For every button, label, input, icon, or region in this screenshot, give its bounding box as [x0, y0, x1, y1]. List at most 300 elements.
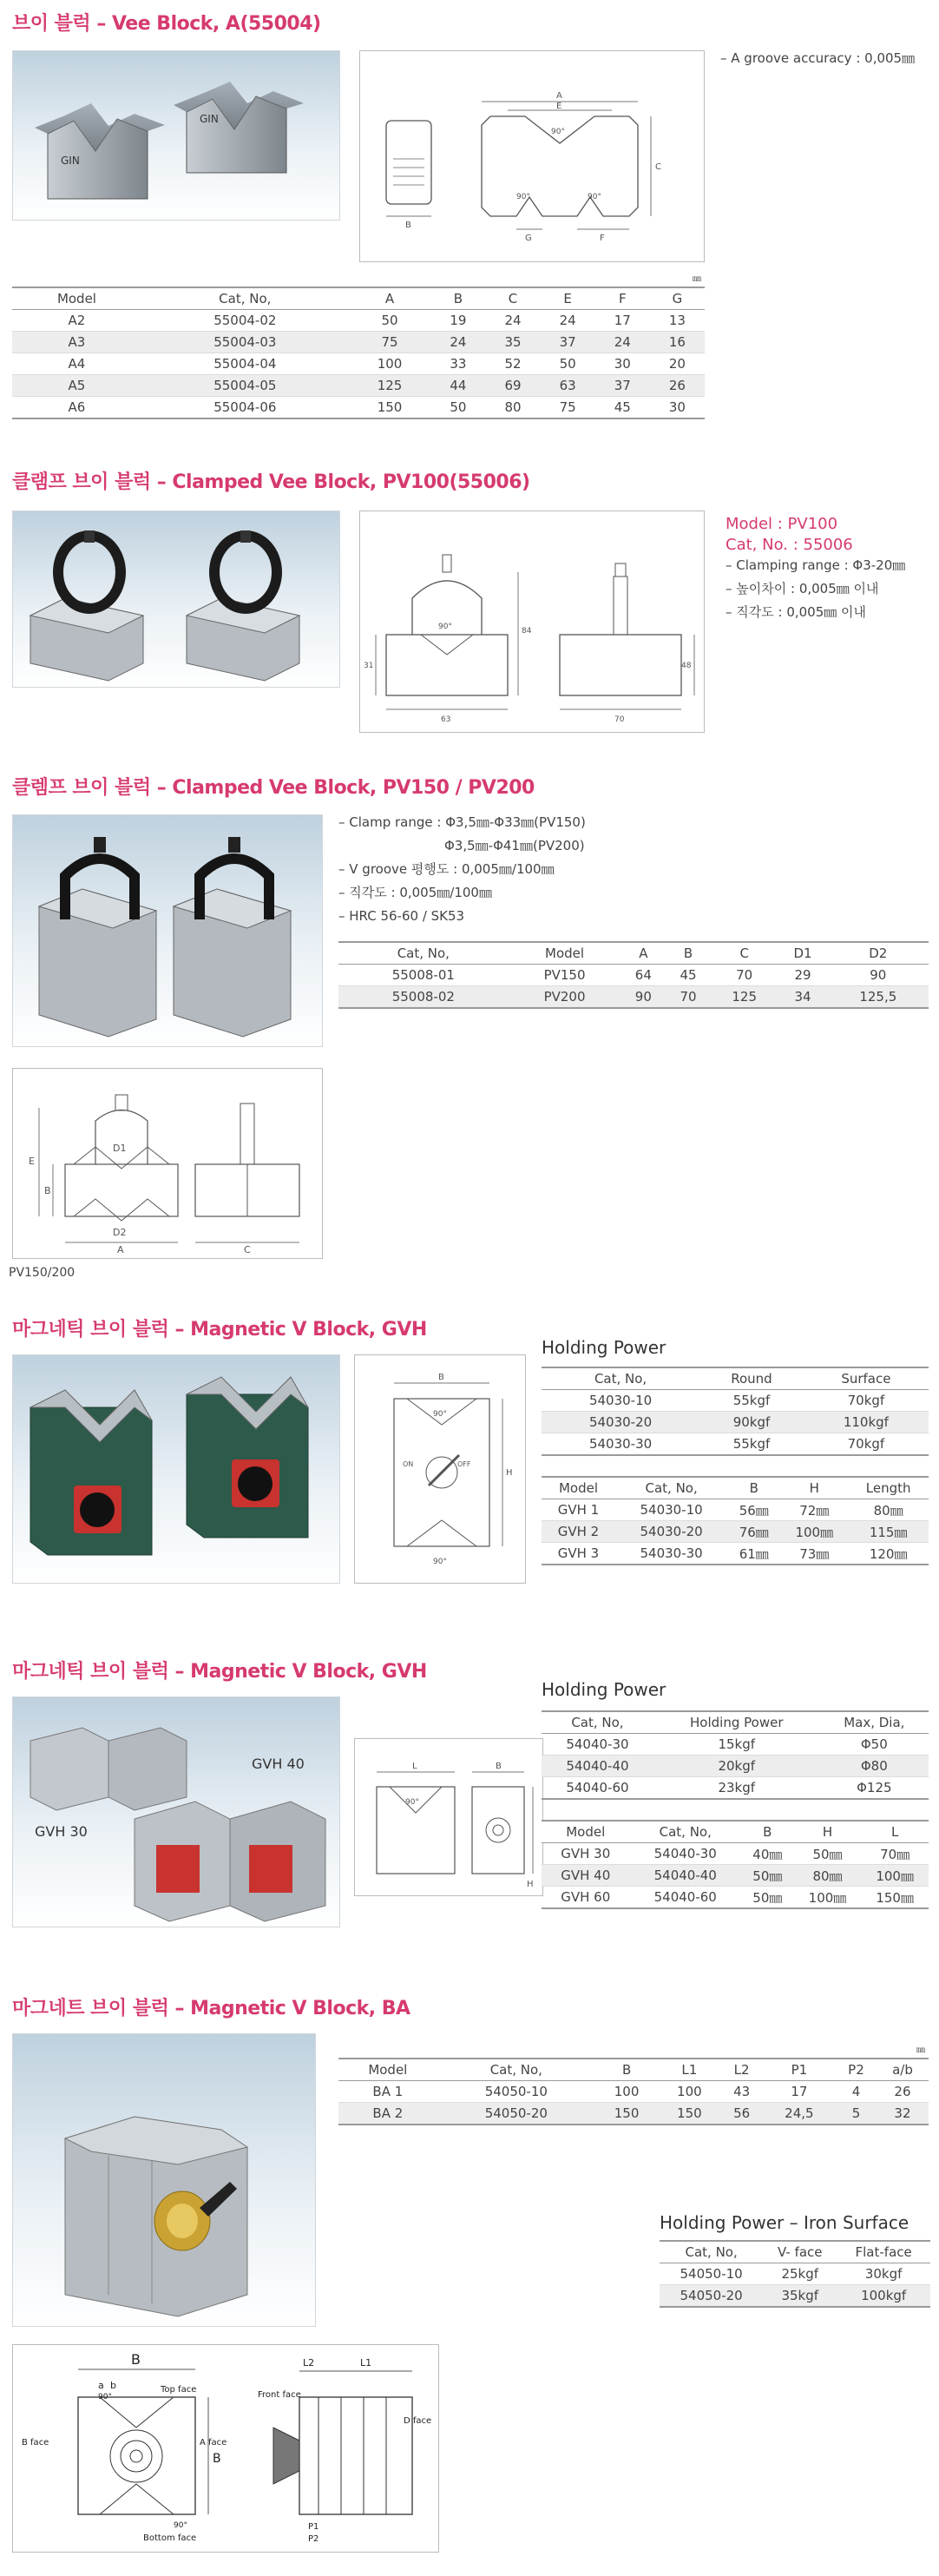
magnetic-gvh-photo [12, 1354, 340, 1584]
section-title-clamped-pv100: 클램프 브이 블럭 – Clamped Vee Block, PV100(55006) [12, 471, 530, 493]
table-cell: 26 [650, 375, 705, 397]
drawing-label: 90° [516, 193, 530, 201]
table-cell: 54050-20 [437, 2103, 595, 2125]
table-cell: 50㎜ [741, 1865, 794, 1887]
table-cell: 54050-20 [660, 2285, 763, 2308]
table-cell: 54030-30 [542, 1433, 699, 1456]
table-header-cell: L1 [658, 2059, 720, 2081]
ba-holding-power-table [660, 2240, 930, 2308]
table-cell: 54030-20 [615, 1521, 727, 1543]
table-cell: 150 [349, 397, 431, 419]
table-row [542, 1543, 929, 1565]
table-cell: 45 [595, 397, 650, 419]
gvh30-blocks [30, 1728, 187, 1810]
table-header-cell: D2 [828, 942, 929, 965]
table-cell: 24 [430, 332, 485, 353]
drawing-label: L [412, 1762, 417, 1771]
table-header-cell: Cat, No, [338, 942, 509, 965]
unit-mark-1: ㎜ [693, 274, 701, 284]
table-header-cell: Surface [804, 1367, 929, 1390]
table-cell: 24 [485, 310, 540, 332]
table-header-cell: B [666, 942, 711, 965]
table-cell: 50 [541, 353, 595, 375]
table-cell: 64 [621, 965, 666, 986]
table-header-cell: Cat, No, [542, 1367, 699, 1390]
table-row [542, 1521, 929, 1543]
drawing-label: 90° [433, 1410, 447, 1419]
table-cell: 70kgf [804, 1433, 929, 1456]
gvh-spec-table [542, 1476, 929, 1565]
table-cell: 76㎜ [727, 1521, 780, 1543]
table-cell: 43 [721, 2081, 763, 2103]
table-cell: 50 [430, 397, 485, 419]
table-cell: 20kgf [653, 1756, 820, 1777]
table-header-cell: B [595, 2059, 658, 2081]
drawing-label: D face [404, 2416, 432, 2426]
table-header-cell: H [794, 1821, 862, 1843]
photo-label-gvh40: GVH 40 [252, 1756, 305, 1772]
section-title-magnetic-ba: 마그네트 브이 블럭 – Magnetic V Block, BA [12, 1998, 410, 2019]
table-header-cell: Cat, No, [660, 2241, 763, 2263]
table-header-cell: Model [12, 287, 141, 310]
table-cell: 150 [658, 2103, 720, 2125]
unit-mark-2: ㎜ [916, 2046, 925, 2055]
gvh-holding-power-title: Holding Power [542, 1337, 666, 1358]
table-header-row [542, 1821, 929, 1843]
drawing-label: H [527, 1880, 534, 1889]
table-header-cell: a/b [877, 2059, 929, 2081]
drawing-label: B [405, 221, 411, 230]
table-header-cell: L [861, 1821, 929, 1843]
table-row [542, 1734, 929, 1756]
vee-block-spec-table [12, 287, 705, 419]
table-header-cell: Model [542, 1821, 629, 1843]
table-cell: 56 [721, 2103, 763, 2125]
drawing-label: 84 [522, 627, 532, 636]
table-cell: 80㎜ [794, 1865, 862, 1887]
table-cell: GVH 40 [542, 1865, 629, 1887]
table-row [12, 310, 705, 332]
table-cell: 32 [877, 2103, 929, 2125]
drawing-label: E [556, 102, 562, 111]
table-cell: 115㎜ [848, 1521, 929, 1543]
table-cell: 75 [349, 332, 431, 353]
pv150-note-clamp-range: – Clamp range : Φ3,5㎜-Φ33㎜(PV150) [338, 814, 586, 830]
table-cell: 5 [836, 2103, 877, 2125]
magnetic-gvh30-drawing [354, 1738, 543, 1896]
table-cell: A5 [12, 375, 141, 397]
drawing-label: OFF [457, 1460, 471, 1468]
table-cell: 70kgf [804, 1390, 929, 1412]
drawing-label: 90° [405, 1798, 419, 1807]
table-cell: 73㎜ [780, 1543, 848, 1565]
drawing-label: B [438, 1373, 444, 1382]
ba-holding-power-title: Holding Power – Iron Surface [660, 2212, 909, 2233]
gvh30-holding-power-title: Holding Power [542, 1679, 666, 1700]
drawing-label: B [213, 2452, 221, 2466]
table-cell: 54040-30 [542, 1734, 653, 1756]
gvh-holding-power-table [542, 1367, 929, 1456]
drawing-label: Front face [258, 2390, 301, 2400]
drawing-label: E [29, 1156, 35, 1167]
table-cell: PV200 [509, 986, 621, 1009]
table-cell: 24 [595, 332, 650, 353]
table-row [12, 332, 705, 353]
vee-block-photo [12, 50, 340, 221]
groove-accuracy-note: – A groove accuracy : 0,005㎜ [720, 50, 916, 66]
table-cell: 55004-03 [141, 332, 349, 353]
table-cell: 70㎜ [861, 1843, 929, 1865]
table-header-row [338, 942, 929, 965]
table-header-cell: G [650, 287, 705, 310]
magnetic-gvh30-photo [12, 1696, 340, 1927]
pv150-drawing [12, 1068, 323, 1259]
table-row [660, 2285, 930, 2308]
table-header-cell: Cat, No, [615, 1477, 727, 1499]
table-header-cell: B [430, 287, 485, 310]
drawing-label: Bottom face [143, 2533, 197, 2543]
table-cell: 55004-06 [141, 397, 349, 419]
table-header-cell: A [349, 287, 431, 310]
clamped-pv100-photo [12, 511, 340, 688]
table-row [542, 1499, 929, 1521]
drawing-label: Top face [161, 2385, 197, 2395]
table-cell: 54040-40 [629, 1865, 741, 1887]
table-row [542, 1390, 929, 1412]
table-cell: 13 [650, 310, 705, 332]
table-row [542, 1865, 929, 1887]
table-cell: 16 [650, 332, 705, 353]
table-cell: 125 [349, 375, 431, 397]
table-header-cell: P2 [836, 2059, 877, 2081]
table-header-row [542, 1711, 929, 1734]
magnetic-gvh-drawing [354, 1354, 526, 1584]
drawing-label: P2 [308, 2534, 319, 2544]
magnet-block-left [30, 1390, 152, 1555]
table-cell: 50㎜ [741, 1887, 794, 1909]
pv150-caption: PV150/200 [9, 1266, 76, 1280]
table-cell: 55004-04 [141, 353, 349, 375]
drawing-label: 90° [433, 1558, 447, 1566]
drawing-label: 90° [438, 623, 452, 631]
table-header-cell: Model [338, 2059, 437, 2081]
table-header-cell: Flat-face [837, 2241, 930, 2263]
table-cell: 70 [711, 965, 778, 986]
table-header-cell: V- face [763, 2241, 837, 2263]
pv150-block-right [174, 837, 291, 1037]
pv100-note-clamping: – Clamping range : Φ3-20㎜ [726, 557, 906, 573]
pv150-note-square: – 직각도 : 0,005㎜/100㎜ [338, 885, 492, 900]
table-cell: 80㎜ [848, 1499, 929, 1521]
table-cell: 56㎜ [727, 1499, 780, 1521]
table-cell: 55004-05 [141, 375, 349, 397]
table-cell: 15kgf [653, 1734, 820, 1756]
drawing-label: D2 [113, 1227, 127, 1238]
table-cell: 52 [485, 353, 540, 375]
table-row [542, 1777, 929, 1800]
table-cell: 55008-02 [338, 986, 509, 1009]
table-cell: 54040-30 [629, 1843, 741, 1865]
table-cell: 54040-40 [542, 1756, 653, 1777]
section-title-magnetic-gvh-1: 마그네틱 브이 블럭 – Magnetic V Block, GVH [12, 1319, 427, 1341]
table-header-cell: Model [509, 942, 621, 965]
table-cell: 125 [711, 986, 778, 1009]
table-header-cell: H [780, 1477, 848, 1499]
drawing-label: 70 [614, 715, 625, 724]
drawing-label: b [110, 2380, 116, 2391]
drawing-label: L1 [360, 2357, 372, 2368]
drawing-label: 90° [551, 128, 565, 136]
table-cell: 100㎜ [794, 1887, 862, 1909]
drawing-label: A [556, 91, 562, 101]
pv150-spec-table [338, 941, 929, 1009]
table-cell: Φ80 [820, 1756, 929, 1777]
vee-block-illustration [13, 51, 339, 220]
table-header-cell: C [485, 287, 540, 310]
table-row [338, 2081, 929, 2103]
table-cell: 30 [650, 397, 705, 419]
pv150-block-left [39, 837, 156, 1037]
drawing-label: 90° [98, 2393, 112, 2401]
table-cell: A2 [12, 310, 141, 332]
table-cell: 70 [666, 986, 711, 1009]
table-cell: 61㎜ [727, 1543, 780, 1565]
table-cell: 150 [595, 2103, 658, 2125]
table-header-cell: B [727, 1477, 780, 1499]
drawing-label: A face [200, 2438, 227, 2448]
table-cell: 90 [621, 986, 666, 1009]
clamped-pv100-drawing [359, 511, 705, 733]
table-cell: A6 [12, 397, 141, 419]
table-header-cell: Max, Dia, [820, 1711, 929, 1734]
drawing-label: L2 [303, 2357, 315, 2368]
drawing-label: 90° [588, 193, 601, 201]
table-cell: 75 [541, 397, 595, 419]
drawing-label: 48 [681, 662, 692, 670]
pv100-note-square: – 직각도 : 0,005㎜ 이내 [726, 604, 867, 620]
table-header-cell: Holding Power [653, 1711, 820, 1734]
drawing-label: A [117, 1244, 124, 1255]
table-cell: 55kgf [699, 1390, 804, 1412]
section-title-magnetic-gvh-2: 마그네틱 브이 블럭 – Magnetic V Block, GVH [12, 1661, 427, 1683]
table-cell: 30 [595, 353, 650, 375]
table-header-cell: E [541, 287, 595, 310]
table-cell: 35kgf [763, 2285, 837, 2308]
drawing-label: C [244, 1244, 251, 1255]
table-cell: 29 [778, 965, 827, 986]
vee-block-drawing [359, 50, 705, 262]
table-header-cell: Cat, No, [141, 287, 349, 310]
clamp-block-left [30, 530, 143, 681]
drawing-label: F [600, 234, 605, 243]
table-cell: 100 [595, 2081, 658, 2103]
table-cell: 55004-02 [141, 310, 349, 332]
table-header-cell: B [741, 1821, 794, 1843]
table-cell: 54030-10 [542, 1390, 699, 1412]
table-cell: 35 [485, 332, 540, 353]
drawing-label: ON [403, 1460, 414, 1468]
magnet-block-right [187, 1377, 308, 1538]
table-row [12, 397, 705, 419]
table-row [660, 2263, 930, 2285]
section-title-vee-block-a: 브이 블럭 – Vee Block, A(55004) [12, 13, 321, 35]
ba-spec-table [338, 2058, 929, 2125]
table-header-cell: A [621, 942, 666, 965]
table-header-cell: Length [848, 1477, 929, 1499]
table-cell: 17 [595, 310, 650, 332]
table-cell: 54050-10 [660, 2263, 763, 2285]
table-row [542, 1412, 929, 1433]
table-header-cell: Cat, No, [629, 1821, 741, 1843]
table-cell: GVH 30 [542, 1843, 629, 1865]
table-header-cell: D1 [778, 942, 827, 965]
table-cell: 26 [877, 2081, 929, 2103]
table-cell: 4 [836, 2081, 877, 2103]
table-cell: 72㎜ [780, 1499, 848, 1521]
table-row [338, 986, 929, 1009]
drawing-label: 31 [364, 662, 374, 670]
table-cell: 69 [485, 375, 540, 397]
table-cell: 63 [541, 375, 595, 397]
table-cell: 37 [595, 375, 650, 397]
magnetic-ba-photo [12, 2033, 316, 2327]
table-header-row [660, 2241, 930, 2263]
table-cell: 44 [430, 375, 485, 397]
table-cell: 55kgf [699, 1433, 804, 1456]
table-cell: 33 [430, 353, 485, 375]
drawing-label: 63 [441, 715, 451, 724]
table-header-row [542, 1367, 929, 1390]
table-cell: Φ125 [820, 1777, 929, 1800]
table-header-cell: Model [542, 1477, 615, 1499]
table-row [542, 1843, 929, 1865]
table-cell: GVH 1 [542, 1499, 615, 1521]
pv100-cat-no: Cat, No. : 55006 [726, 536, 853, 554]
gvh30-holding-power-table [542, 1710, 929, 1800]
table-cell: 120㎜ [848, 1543, 929, 1565]
table-cell: 50㎜ [794, 1843, 862, 1865]
clamp-block-right [187, 530, 299, 681]
table-header-cell: Cat, No, [542, 1711, 653, 1734]
table-header-row [338, 2059, 929, 2081]
photo-label-gvh30: GVH 30 [35, 1823, 88, 1840]
table-cell: 110kgf [804, 1412, 929, 1433]
table-cell: 54050-10 [437, 2081, 595, 2103]
table-cell: 40㎜ [741, 1843, 794, 1865]
table-header-row [12, 287, 705, 310]
table-row [542, 1756, 929, 1777]
table-header-row [542, 1477, 929, 1499]
table-cell: 100㎜ [780, 1521, 848, 1543]
table-row [542, 1433, 929, 1456]
table-header-cell: C [711, 942, 778, 965]
table-row [338, 965, 929, 986]
gvh40-blocks [135, 1802, 325, 1921]
drawing-label: D1 [113, 1143, 127, 1154]
table-cell: 50 [349, 310, 431, 332]
table-cell: BA 1 [338, 2081, 437, 2103]
table-row [12, 375, 705, 397]
photo-brand-left: GIN [61, 155, 80, 167]
table-cell: GVH 2 [542, 1521, 615, 1543]
pv150-note-hrc: – HRC 56-60 / SK53 [338, 908, 465, 924]
table-cell: A4 [12, 353, 141, 375]
pv150-note-clamp-range-pv200: Φ3,5㎜-Φ41㎜(PV200) [444, 838, 585, 853]
drawing-label: H [506, 1468, 513, 1478]
table-cell: 100kgf [837, 2285, 930, 2308]
section-title-clamped-pv150: 클렘프 브이 블럭 – Clamped Vee Block, PV150 / PV200 [12, 777, 535, 799]
table-cell: A3 [12, 332, 141, 353]
table-row [542, 1887, 929, 1909]
table-cell: 25kgf [763, 2263, 837, 2285]
table-cell: BA 2 [338, 2103, 437, 2125]
gvh30-spec-table [542, 1820, 929, 1909]
drawing-label: 90° [174, 2521, 187, 2530]
table-header-cell: Round [699, 1367, 804, 1390]
table-cell: 100 [658, 2081, 720, 2103]
magnetic-ba-drawing [12, 2344, 439, 2553]
table-row [12, 353, 705, 375]
table-cell: 54040-60 [542, 1777, 653, 1800]
drawing-label: P1 [308, 2522, 319, 2532]
table-cell: 54030-10 [615, 1499, 727, 1521]
pv100-model: Model : PV100 [726, 515, 838, 533]
drawing-label: G [525, 234, 532, 243]
table-row [338, 2103, 929, 2125]
table-cell: 45 [666, 965, 711, 986]
table-cell: 80 [485, 397, 540, 419]
drawing-label: B [44, 1185, 51, 1196]
table-cell: 24 [541, 310, 595, 332]
drawing-label: a [98, 2380, 104, 2391]
table-cell: 90 [828, 965, 929, 986]
table-cell: 37 [541, 332, 595, 353]
photo-brand-right: GIN [200, 113, 219, 125]
clamped-pv150-photo [12, 814, 323, 1047]
table-cell: 30kgf [837, 2263, 930, 2285]
table-cell: 24,5 [763, 2103, 836, 2125]
table-cell: 17 [763, 2081, 836, 2103]
drawing-label: B face [22, 2438, 49, 2448]
table-cell: 100 [349, 353, 431, 375]
table-cell: Φ50 [820, 1734, 929, 1756]
table-header-cell: Cat, No, [437, 2059, 595, 2081]
table-cell: 55008-01 [338, 965, 509, 986]
table-cell: 125,5 [828, 986, 929, 1009]
table-cell: 19 [430, 310, 485, 332]
table-cell: 90kgf [699, 1412, 804, 1433]
table-cell: 20 [650, 353, 705, 375]
table-cell: 54030-30 [615, 1543, 727, 1565]
drawing-label: B [131, 2351, 141, 2368]
pv100-note-height: – 높이차이 : 0,005㎜ 이내 [726, 581, 879, 596]
table-cell: 34 [778, 986, 827, 1009]
table-cell: 23kgf [653, 1777, 820, 1800]
table-cell: GVH 60 [542, 1887, 629, 1909]
table-cell: 54040-60 [629, 1887, 741, 1909]
pv150-note-parallel: – V groove 평행도 : 0,005㎜/100㎜ [338, 861, 555, 877]
table-header-cell: F [595, 287, 650, 310]
table-cell: GVH 3 [542, 1543, 615, 1565]
table-cell: 100㎜ [861, 1865, 929, 1887]
table-cell: 54030-20 [542, 1412, 699, 1433]
table-cell: 150㎜ [861, 1887, 929, 1909]
drawing-label: C [655, 162, 661, 172]
table-header-cell: P1 [763, 2059, 836, 2081]
drawing-label: B [496, 1762, 502, 1771]
table-cell: PV150 [509, 965, 621, 986]
table-header-cell: L2 [721, 2059, 763, 2081]
